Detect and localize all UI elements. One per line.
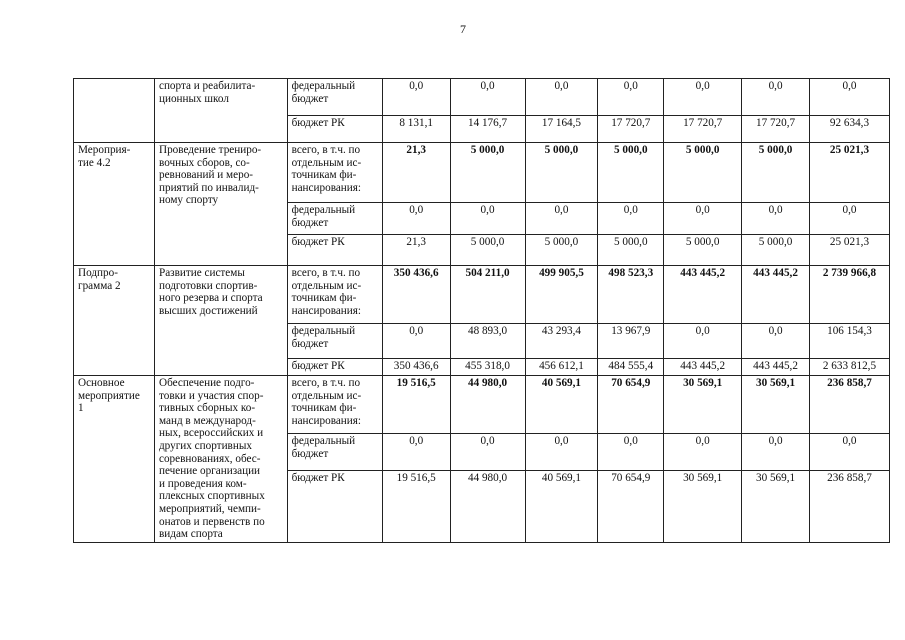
amount-cell: 2 633 812,5: [809, 359, 889, 376]
activity-cell: [154, 79, 287, 143]
amount-cell: 25 021,3: [809, 143, 889, 203]
funding-source-label: бюджет РК: [291, 360, 345, 372]
amount-cell: 455 318,0: [450, 359, 525, 376]
amount-cell: 0,0: [450, 203, 525, 235]
funding-source-label: бюджет РК: [291, 472, 345, 484]
amount-cell: 0,0: [525, 79, 598, 116]
funding-source-label: федеральный бюджет: [291, 325, 356, 350]
amount-cell: 5 000,0: [664, 235, 742, 266]
funding-source-cell: [287, 79, 382, 116]
amount-cell: 350 436,6: [382, 266, 450, 324]
amount-cell: 0,0: [664, 324, 742, 359]
amount-cell: 21,3: [382, 235, 450, 266]
amount-cell: 25 021,3: [809, 235, 889, 266]
amount-cell: 504 211,0: [450, 266, 525, 324]
funding-source-label: всего, в т.ч. по отдельным ис- точникам фи- нансирования:: [291, 267, 362, 317]
amount-cell: 44 980,0: [450, 376, 525, 434]
amount-cell: 443 445,2: [664, 359, 742, 376]
funding-source-cell: [287, 235, 382, 266]
table-row: [74, 376, 890, 434]
funding-source-cell: [287, 143, 382, 203]
amount-cell: 0,0: [809, 434, 889, 471]
amount-cell: 499 905,5: [525, 266, 598, 324]
amount-cell: 0,0: [742, 203, 810, 235]
page-number: 7: [460, 22, 466, 36]
funding-source-label: всего, в т.ч. по отдельным ис- точникам фи- нансирования:: [291, 144, 362, 194]
amount-cell: 17 720,7: [664, 116, 742, 143]
activity-cell: [154, 376, 287, 543]
amount-cell: 17 720,7: [598, 116, 664, 143]
amount-cell: 17 720,7: [742, 116, 810, 143]
amount-cell: 443 445,2: [742, 266, 810, 324]
amount-cell: 0,0: [450, 434, 525, 471]
amount-cell: 0,0: [809, 203, 889, 235]
funding-source-label: всего, в т.ч. по отдельным ис- точникам фи- нансирования:: [291, 377, 362, 427]
amount-cell: 21,3: [382, 143, 450, 203]
funding-source-cell: [287, 471, 382, 543]
amount-cell: 19 516,5: [382, 376, 450, 434]
amount-cell: 17 164,5: [525, 116, 598, 143]
amount-cell: 5 000,0: [664, 143, 742, 203]
amount-cell: 48 893,0: [450, 324, 525, 359]
activity-description: Обеспечение подго- товки и участия спор- тивных сборных ко- манд в международ- ных, всероссийских и других спортивных соревнованиях, обес- печение организации и проведения ком- плексных спортивных мероприятий, чемпи- онатов и первенств по видам спорта: [158, 377, 265, 541]
amount-cell: 236 858,7: [809, 376, 889, 434]
amount-cell: 2 739 966,8: [809, 266, 889, 324]
amount-cell: 30 569,1: [742, 471, 810, 543]
amount-cell: 13 967,9: [598, 324, 664, 359]
amount-cell: 0,0: [742, 79, 810, 116]
amount-cell: 30 569,1: [664, 376, 742, 434]
program-name: Подпро- грамма 2: [78, 267, 121, 292]
amount-cell: 0,0: [664, 434, 742, 471]
activity-description: Проведение трениро- вочных сборов, со- ревнований и меро- приятий по инвалид- ному спорту: [158, 144, 262, 207]
funding-source-cell: [287, 376, 382, 434]
funding-source-cell: [287, 434, 382, 471]
amount-cell: 0,0: [382, 79, 450, 116]
table-row: [74, 79, 890, 116]
amount-cell: 0,0: [598, 79, 664, 116]
table-row: [74, 266, 890, 324]
program-cell: [74, 143, 155, 266]
program-cell: [74, 266, 155, 376]
amount-cell: 443 445,2: [742, 359, 810, 376]
amount-cell: 43 293,4: [525, 324, 598, 359]
amount-cell: 0,0: [598, 434, 664, 471]
amount-cell: 0,0: [742, 324, 810, 359]
amount-cell: 8 131,1: [382, 116, 450, 143]
amount-cell: 5 000,0: [450, 235, 525, 266]
amount-cell: 70 654,9: [598, 471, 664, 543]
amount-cell: 5 000,0: [450, 143, 525, 203]
amount-cell: 0,0: [450, 79, 525, 116]
amount-cell: 0,0: [598, 203, 664, 235]
amount-cell: 0,0: [382, 434, 450, 471]
amount-cell: 456 612,1: [525, 359, 598, 376]
funding-source-cell: [287, 324, 382, 359]
amount-cell: 0,0: [525, 203, 598, 235]
funding-source-label: бюджет РК: [291, 117, 345, 129]
activity-description: Развитие системы подготовки спортив- ного резерва и спорта высших достижений: [158, 267, 263, 317]
amount-cell: 40 569,1: [525, 471, 598, 543]
funding-source-label: федеральный бюджет: [291, 80, 356, 105]
amount-cell: 14 176,7: [450, 116, 525, 143]
amount-cell: 350 436,6: [382, 359, 450, 376]
amount-cell: 236 858,7: [809, 471, 889, 543]
amount-cell: 0,0: [525, 434, 598, 471]
funding-source-cell: [287, 116, 382, 143]
funding-source-label: федеральный бюджет: [291, 435, 356, 460]
amount-cell: 0,0: [742, 434, 810, 471]
amount-cell: 40 569,1: [525, 376, 598, 434]
budget-table: [73, 78, 890, 543]
amount-cell: 30 569,1: [742, 376, 810, 434]
amount-cell: 106 154,3: [809, 324, 889, 359]
amount-cell: 5 000,0: [525, 235, 598, 266]
funding-source-cell: [287, 203, 382, 235]
funding-source-label: федеральный бюджет: [291, 204, 356, 229]
amount-cell: 92 634,3: [809, 116, 889, 143]
amount-cell: 5 000,0: [598, 143, 664, 203]
activity-cell: [154, 266, 287, 376]
activity-cell: [154, 143, 287, 266]
amount-cell: 5 000,0: [742, 143, 810, 203]
amount-cell: 0,0: [382, 324, 450, 359]
amount-cell: 5 000,0: [598, 235, 664, 266]
program-cell: [74, 79, 155, 143]
amount-cell: 0,0: [809, 79, 889, 116]
amount-cell: 5 000,0: [525, 143, 598, 203]
amount-cell: 44 980,0: [450, 471, 525, 543]
program-name: Основное мероприятие 1: [78, 377, 140, 415]
funding-source-label: бюджет РК: [291, 236, 345, 248]
amount-cell: 0,0: [382, 203, 450, 235]
amount-cell: 443 445,2: [664, 266, 742, 324]
amount-cell: 19 516,5: [382, 471, 450, 543]
amount-cell: 30 569,1: [664, 471, 742, 543]
activity-description: спорта и реабилита- ционных школ: [158, 80, 256, 105]
funding-source-cell: [287, 359, 382, 376]
amount-cell: 0,0: [664, 79, 742, 116]
amount-cell: 498 523,3: [598, 266, 664, 324]
table-row: [74, 143, 890, 203]
program-name: Мероприя- тие 4.2: [78, 144, 131, 169]
amount-cell: 484 555,4: [598, 359, 664, 376]
amount-cell: 0,0: [664, 203, 742, 235]
funding-source-cell: [287, 266, 382, 324]
amount-cell: 70 654,9: [598, 376, 664, 434]
program-cell: [74, 376, 155, 543]
amount-cell: 5 000,0: [742, 235, 810, 266]
